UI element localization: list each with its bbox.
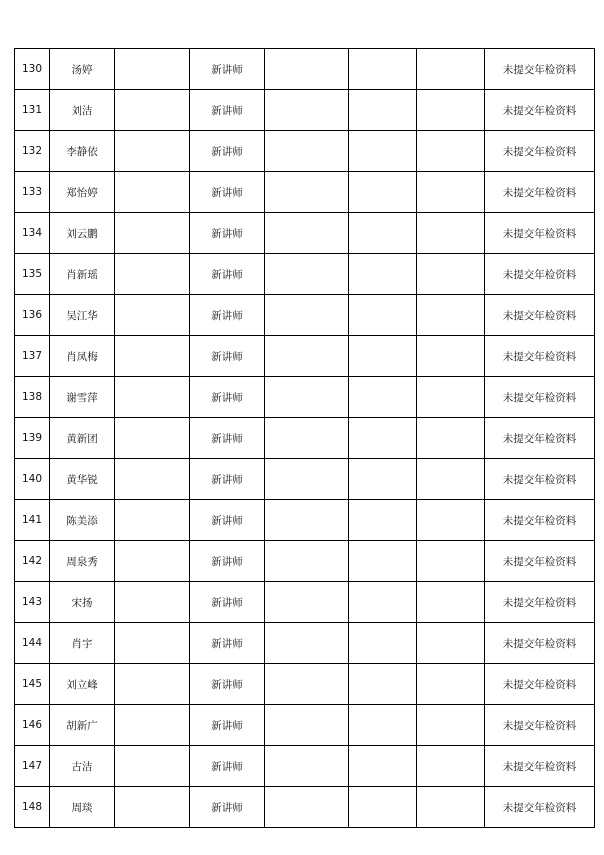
table-row <box>15 254 595 295</box>
table-row <box>15 787 595 828</box>
status-cell: 未提交年检资料 <box>485 787 595 828</box>
status-cell: 未提交年检资料 <box>485 90 595 131</box>
name-cell: 李静依 <box>50 131 115 172</box>
name-cell: 古洁 <box>50 746 115 787</box>
table-row <box>15 172 595 213</box>
blank-cell <box>349 500 417 541</box>
instructor-type-cell: 新讲师 <box>190 541 265 582</box>
blank-cell <box>349 295 417 336</box>
blank-cell <box>349 336 417 377</box>
row-number-cell: 135 <box>15 254 50 295</box>
status-cell: 未提交年检资料 <box>485 254 595 295</box>
status-cell: 未提交年检资料 <box>485 623 595 664</box>
status-cell: 未提交年检资料 <box>485 746 595 787</box>
status-cell: 未提交年检资料 <box>485 541 595 582</box>
blank-cell <box>265 541 349 582</box>
blank-cell <box>115 377 190 418</box>
blank-cell <box>349 746 417 787</box>
table-row <box>15 336 595 377</box>
blank-cell <box>265 500 349 541</box>
table-row <box>15 90 595 131</box>
row-number-cell: 133 <box>15 172 50 213</box>
blank-cell <box>349 213 417 254</box>
name-cell: 肖新瑶 <box>50 254 115 295</box>
blank-cell <box>265 459 349 500</box>
table-row <box>15 500 595 541</box>
instructor-type-cell: 新讲师 <box>190 49 265 90</box>
blank-cell <box>265 295 349 336</box>
status-cell: 未提交年检资料 <box>485 377 595 418</box>
blank-cell <box>115 90 190 131</box>
name-cell: 刘云鹏 <box>50 213 115 254</box>
instructor-type-cell: 新讲师 <box>190 582 265 623</box>
table-row <box>15 746 595 787</box>
table-row <box>15 418 595 459</box>
instructor-type-cell: 新讲师 <box>190 664 265 705</box>
table-row <box>15 541 595 582</box>
blank-cell <box>115 213 190 254</box>
status-cell: 未提交年检资料 <box>485 213 595 254</box>
row-number-cell: 143 <box>15 582 50 623</box>
blank-cell <box>115 746 190 787</box>
instructor-type-cell: 新讲师 <box>190 787 265 828</box>
instructor-type-cell: 新讲师 <box>190 254 265 295</box>
table-row <box>15 377 595 418</box>
blank-cell <box>349 377 417 418</box>
row-number-cell: 137 <box>15 336 50 377</box>
row-number-cell: 145 <box>15 664 50 705</box>
blank-cell <box>349 49 417 90</box>
status-cell: 未提交年检资料 <box>485 49 595 90</box>
blank-cell <box>417 172 485 213</box>
blank-cell <box>417 787 485 828</box>
row-number-cell: 138 <box>15 377 50 418</box>
blank-cell <box>417 459 485 500</box>
blank-cell <box>349 254 417 295</box>
row-number-cell: 130 <box>15 49 50 90</box>
blank-cell <box>417 541 485 582</box>
blank-cell <box>417 664 485 705</box>
blank-cell <box>115 705 190 746</box>
blank-cell <box>417 254 485 295</box>
instructor-type-cell: 新讲师 <box>190 213 265 254</box>
name-cell: 胡新广 <box>50 705 115 746</box>
blank-cell <box>349 172 417 213</box>
blank-cell <box>349 582 417 623</box>
blank-cell <box>115 664 190 705</box>
blank-cell <box>265 787 349 828</box>
blank-cell <box>265 705 349 746</box>
blank-cell <box>417 336 485 377</box>
blank-cell <box>417 500 485 541</box>
table-row <box>15 705 595 746</box>
status-cell: 未提交年检资料 <box>485 705 595 746</box>
instructor-type-cell: 新讲师 <box>190 459 265 500</box>
blank-cell <box>115 172 190 213</box>
name-cell: 周琰 <box>50 787 115 828</box>
blank-cell <box>349 459 417 500</box>
name-cell: 吴江华 <box>50 295 115 336</box>
row-number-cell: 140 <box>15 459 50 500</box>
blank-cell <box>349 664 417 705</box>
name-cell: 汤婷 <box>50 49 115 90</box>
name-cell: 肖凤梅 <box>50 336 115 377</box>
name-cell: 宋扬 <box>50 582 115 623</box>
name-cell: 黄新团 <box>50 418 115 459</box>
blank-cell <box>265 172 349 213</box>
instructor-type-cell: 新讲师 <box>190 131 265 172</box>
name-cell: 黄华锐 <box>50 459 115 500</box>
instructor-type-cell: 新讲师 <box>190 90 265 131</box>
row-number-cell: 147 <box>15 746 50 787</box>
row-number-cell: 141 <box>15 500 50 541</box>
name-cell: 谢雪萍 <box>50 377 115 418</box>
instructor-type-cell: 新讲师 <box>190 295 265 336</box>
status-cell: 未提交年检资料 <box>485 295 595 336</box>
blank-cell <box>265 49 349 90</box>
blank-cell <box>265 664 349 705</box>
blank-cell <box>417 623 485 664</box>
blank-cell <box>349 90 417 131</box>
blank-cell <box>115 254 190 295</box>
blank-cell <box>349 541 417 582</box>
blank-cell <box>349 418 417 459</box>
blank-cell <box>115 582 190 623</box>
row-number-cell: 144 <box>15 623 50 664</box>
instructor-table <box>14 48 595 828</box>
row-number-cell: 148 <box>15 787 50 828</box>
row-number-cell: 139 <box>15 418 50 459</box>
table-row <box>15 131 595 172</box>
blank-cell <box>115 49 190 90</box>
status-cell: 未提交年检资料 <box>485 418 595 459</box>
status-cell: 未提交年检资料 <box>485 172 595 213</box>
status-cell: 未提交年检资料 <box>485 131 595 172</box>
instructor-type-cell: 新讲师 <box>190 172 265 213</box>
blank-cell <box>115 623 190 664</box>
blank-cell <box>417 377 485 418</box>
blank-cell <box>265 90 349 131</box>
blank-cell <box>115 418 190 459</box>
blank-cell <box>417 418 485 459</box>
blank-cell <box>417 705 485 746</box>
blank-cell <box>115 500 190 541</box>
blank-cell <box>349 787 417 828</box>
blank-cell <box>115 459 190 500</box>
blank-cell <box>265 418 349 459</box>
blank-cell <box>349 705 417 746</box>
row-number-cell: 136 <box>15 295 50 336</box>
blank-cell <box>417 90 485 131</box>
name-cell: 肖宇 <box>50 623 115 664</box>
blank-cell <box>265 254 349 295</box>
name-cell: 周泉秀 <box>50 541 115 582</box>
row-number-cell: 134 <box>15 213 50 254</box>
blank-cell <box>265 377 349 418</box>
blank-cell <box>115 787 190 828</box>
blank-cell <box>265 336 349 377</box>
status-cell: 未提交年检资料 <box>485 336 595 377</box>
blank-cell <box>417 131 485 172</box>
instructor-type-cell: 新讲师 <box>190 623 265 664</box>
instructor-type-cell: 新讲师 <box>190 500 265 541</box>
table-row <box>15 623 595 664</box>
blank-cell <box>417 582 485 623</box>
row-number-cell: 131 <box>15 90 50 131</box>
name-cell: 刘洁 <box>50 90 115 131</box>
blank-cell <box>115 541 190 582</box>
blank-cell <box>349 623 417 664</box>
instructor-type-cell: 新讲师 <box>190 705 265 746</box>
status-cell: 未提交年检资料 <box>485 500 595 541</box>
blank-cell <box>115 336 190 377</box>
name-cell: 郑怡婷 <box>50 172 115 213</box>
table-row <box>15 213 595 254</box>
blank-cell <box>417 295 485 336</box>
blank-cell <box>265 213 349 254</box>
instructor-type-cell: 新讲师 <box>190 336 265 377</box>
table-row <box>15 295 595 336</box>
instructor-type-cell: 新讲师 <box>190 746 265 787</box>
status-cell: 未提交年检资料 <box>485 582 595 623</box>
name-cell: 陈美添 <box>50 500 115 541</box>
status-cell: 未提交年检资料 <box>485 459 595 500</box>
table-row <box>15 664 595 705</box>
blank-cell <box>417 213 485 254</box>
status-cell: 未提交年检资料 <box>485 664 595 705</box>
blank-cell <box>265 746 349 787</box>
blank-cell <box>349 131 417 172</box>
blank-cell <box>115 295 190 336</box>
blank-cell <box>417 746 485 787</box>
blank-cell <box>265 131 349 172</box>
blank-cell <box>417 49 485 90</box>
table-row <box>15 459 595 500</box>
blank-cell <box>265 623 349 664</box>
instructor-type-cell: 新讲师 <box>190 377 265 418</box>
instructor-type-cell: 新讲师 <box>190 418 265 459</box>
row-number-cell: 142 <box>15 541 50 582</box>
blank-cell <box>115 131 190 172</box>
name-cell: 刘立峰 <box>50 664 115 705</box>
table-row <box>15 582 595 623</box>
table-row <box>15 49 595 90</box>
row-number-cell: 146 <box>15 705 50 746</box>
blank-cell <box>265 582 349 623</box>
row-number-cell: 132 <box>15 131 50 172</box>
table-body <box>15 49 595 828</box>
